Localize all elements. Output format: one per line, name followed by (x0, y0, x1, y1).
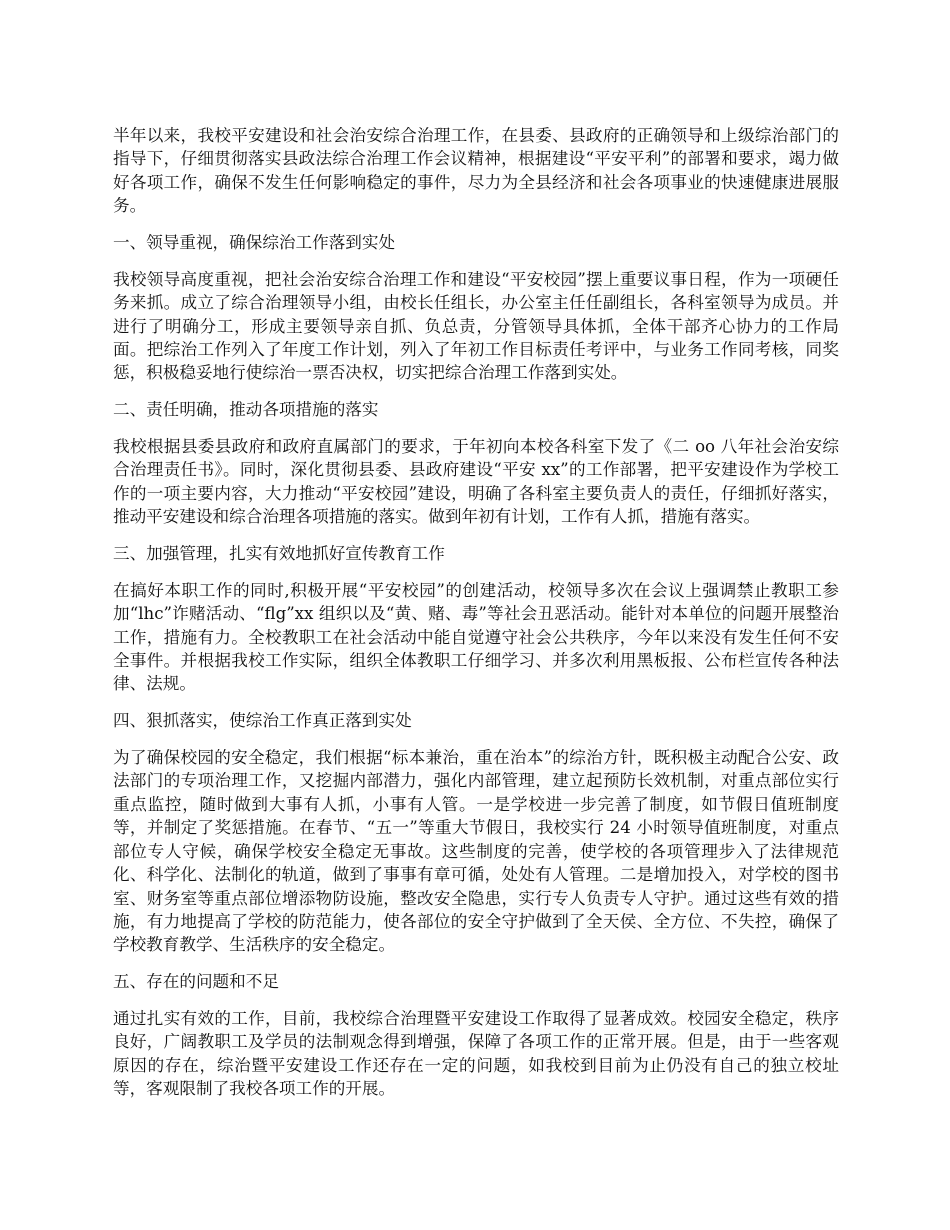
section-heading-2: 二、责任明确，推动各项措施的落实 (113, 400, 379, 420)
section-paragraph-1: 我校领导高度重视，把社会治安综合治理工作和建设“平安校园”摆上重要议事日程，作为一项硬任务来抓。成立了综合治理领导小组，由校长任组长，办公室主任任副组长，各科室领导为成员。并进行了明确分工，形成主要领导亲自抓、负总责，分管领导具体抓，全体干部齐心协力的工作局面。把综治工作列入了年度工作计划，列入了年初工作目标责任考评中，与业务工作同考核，同奖惩，积极稳妥地行使综治一票否决权，切实把综合治理工作落到实处。 (113, 269, 839, 383)
document-body (113, 124, 839, 1114)
section-heading-5: 五、存在的问题和不足 (113, 972, 279, 992)
section-paragraph-5: 通过扎实有效的工作，目前，我校综合治理暨平安建设工作取得了显著成效。校园安全稳定，秩序良好，广阔教职工及学员的法制观念得到增强，保障了各项工作的正常开展。但是，由于一些客观原因的存在，综治暨平安建设工作还存在一定的问题，如我校到目前为止仍没有自己的独立校址等，客观限制了我校各项工作的开展。 (113, 1008, 839, 1099)
section-paragraph-2: 我校根据县委县政府和政府直属部门的要求，于年初向本校各科室下发了《二 oo 八年社会治安综合治理责任书》。同时，深化贯彻县委、县政府建设“平安 xx”的工作部署，把平安建设作为学校工作的一项主要内容，大力推动“平安校园”建设，明确了各科室主要负责人的责任，仔细抓好落实，推动平安建设和综合治理各项措施的落实。做到年初有计划，工作有人抓，措施有落实。 (113, 437, 839, 527)
section-heading-4: 四、狠抓落实，使综治工作真正落到实处 (113, 711, 412, 731)
section-heading-3: 三、加强管理，扎实有效地抓好宣传教育工作 (113, 544, 445, 564)
section-paragraph-3: 在搞好本职工作的同时,积极开展“平安校园”的创建活动，校领导多次在会议上强调禁止教职工参加“lhc”诈赌活动、“flg”xx 组织以及“黄、赌、毒”等社会丑恶活动。能针对本单位的问题开展整治工作，措施有力。全校教职工在社会活动中能自觉遵守社会公共秩序，今年以来没有发生任何不安全事件。并根据我校工作实际，组织全体教职工仔细学习、并多次利用黑板报、公布栏宣传各种法律、法规。 (113, 580, 839, 694)
intro-paragraph: 半年以来，我校平安建设和社会治安综合治理工作，在县委、县政府的正确领导和上级综治部门的指导下，仔细贯彻落实县政法综合治理工作会议精神，根据建设“平安平利”的部署和要求，竭力做好各项工作，确保不发生任何影响稳定的事件，尽力为全县经济和社会各项事业的快速健康进展服务。 (113, 126, 839, 216)
section-heading-1: 一、领导重视，确保综治工作落到实处 (113, 233, 396, 253)
section-paragraph-4: 为了确保校园的安全稳定，我们根据“标本兼治，重在治本”的综治方针，既积极主动配合公安、政法部门的专项治理工作，又挖掘内部潜力，强化内部管理，建立起预防长效机制，对重点部位实行重点监控，随时做到大事有人抓，小事有人管。一是学校进一步完善了制度，如节假日值班制度等，并制定了奖惩措施。在春节、“五一”等重大节假日，我校实行 24 小时领导值班制度，对重点部位专人守候，确保学校安全稳定无事故。这些制度的完善，使学校的各项管理步入了法律规范化、科学化、法制化的轨道，做到了事事有章可循，处处有人管理。二是增加投入，对学校的图书室、财务室等重点部位增添物防设施，整改安全隐患，实行专人负责专人守护。通过这些有效的措施，有力地提高了学校的防范能力，使各部位的安全守护做到了全天侯、全方位、不失控，确保了学校教育教学、生活秩序的安全稳定。 (113, 748, 839, 955)
